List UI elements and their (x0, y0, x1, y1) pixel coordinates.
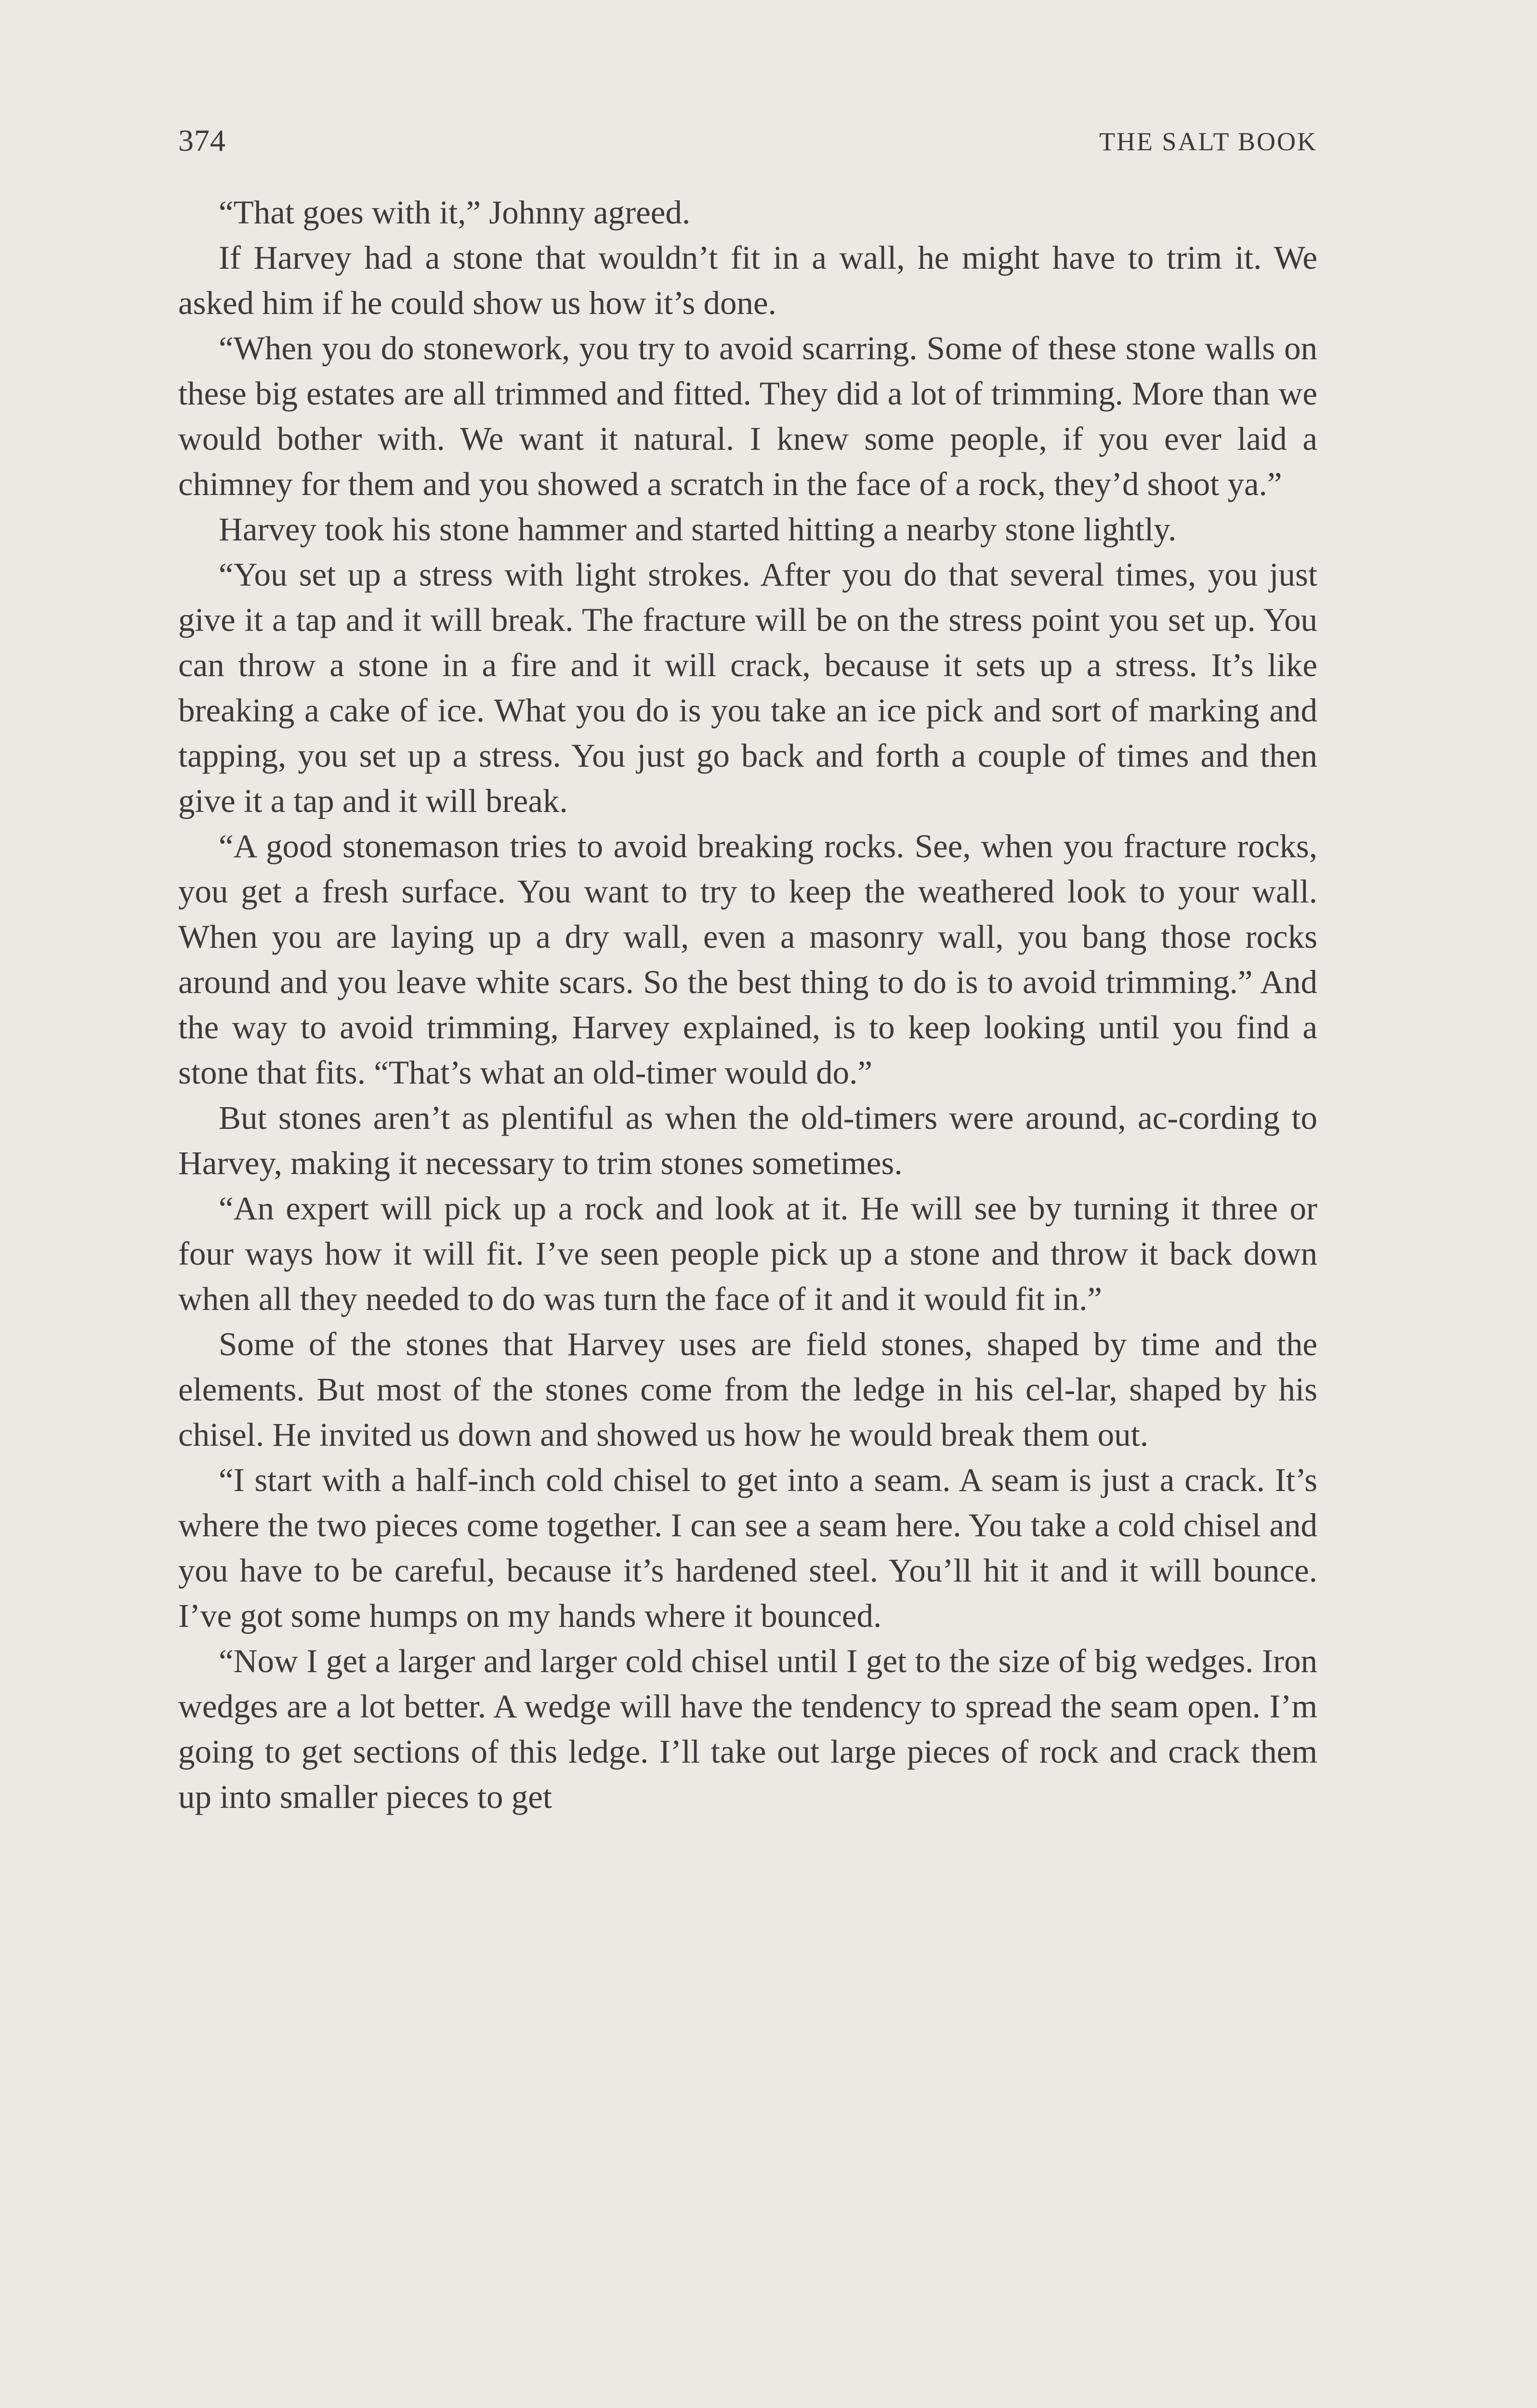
paragraph: “When you do stonework, you try to avoid scarring. Some of these stone walls on these big estates are all trimmed and fitted. They did a lot of trimming. More than we would bother with. We want it natural. I knew some people, if you ever laid a chimney for them and you showed a scratch in the face of a rock, they’d shoot ya.” (178, 330, 1317, 502)
page-number: 374 (178, 123, 226, 157)
running-head: THE SALT BOOK (1099, 127, 1317, 156)
paragraph: “You set up a stress with light strokes. After you do that several times, you just give it a tap and it will break. The fracture will be on the stress point you set up. You can throw a stone in a fire and it will crack, because it sets up a stress. It’s like breaking a cake of ice. What you do is you take an ice pick and sort of marking and tapping, you set up a stress. You just go back and forth a couple of times and then give it a tap and it will break. (178, 556, 1317, 819)
body-text (178, 190, 1317, 1819)
paragraph: But stones aren’t as plentiful as when the old-timers were around, ac-cording to Harvey, making it necessary to trim stones sometimes. (178, 1099, 1317, 1181)
paragraph: “That goes with it,” Johnny agreed. (219, 194, 691, 231)
paragraph: If Harvey had a stone that wouldn’t fit in a wall, he might have to trim it. We asked him if he could show us how it’s done. (178, 239, 1317, 321)
paragraph: “Now I get a larger and larger cold chisel until I get to the size of big wedges. Iron wedges are a lot better. A wedge will have the tendency to spread the seam open. I’m going to get sections of this ledge. I’ll take out large pieces of rock and crack them up into smaller pieces to get (178, 1643, 1317, 1815)
paragraph: “A good stonemason tries to avoid breaking rocks. See, when you fracture rocks, you get a fresh surface. You want to try to keep the weathered look to your wall. When you are laying up a dry wall, even a masonry wall, you bang those rocks around and you leave white scars. So the best thing to do is to avoid trimming.” And the way to avoid trimming, Harvey explained, is to keep looking until you find a stone that fits. “That’s what an old-timer would do.” (178, 828, 1317, 1091)
paragraph: “I start with a half-inch cold chisel to get into a seam. A seam is just a crack. It’s where the two pieces come together. I can see a seam here. You take a cold chisel and you have to be careful, because it’s hardened steel. You’ll hit it and it will bounce. I’ve got some humps on my hands where it bounced. (178, 1462, 1317, 1634)
paragraph: Harvey took his stone hammer and started hitting a nearby stone lightly. (219, 511, 1177, 548)
paragraph: “An expert will pick up a rock and look at it. He will see by turning it three or four ways how it will fit. I’ve seen people pick up a stone and throw it back down when all they needed to do was turn the face of it and it would fit in.” (178, 1190, 1317, 1317)
paragraph: Some of the stones that Harvey uses are field stones, shaped by time and the elements. But most of the stones come from the ledge in his cel-lar, shaped by his chisel. He invited us down and showed us how he would break them out. (178, 1326, 1317, 1453)
page-header (178, 123, 1317, 166)
